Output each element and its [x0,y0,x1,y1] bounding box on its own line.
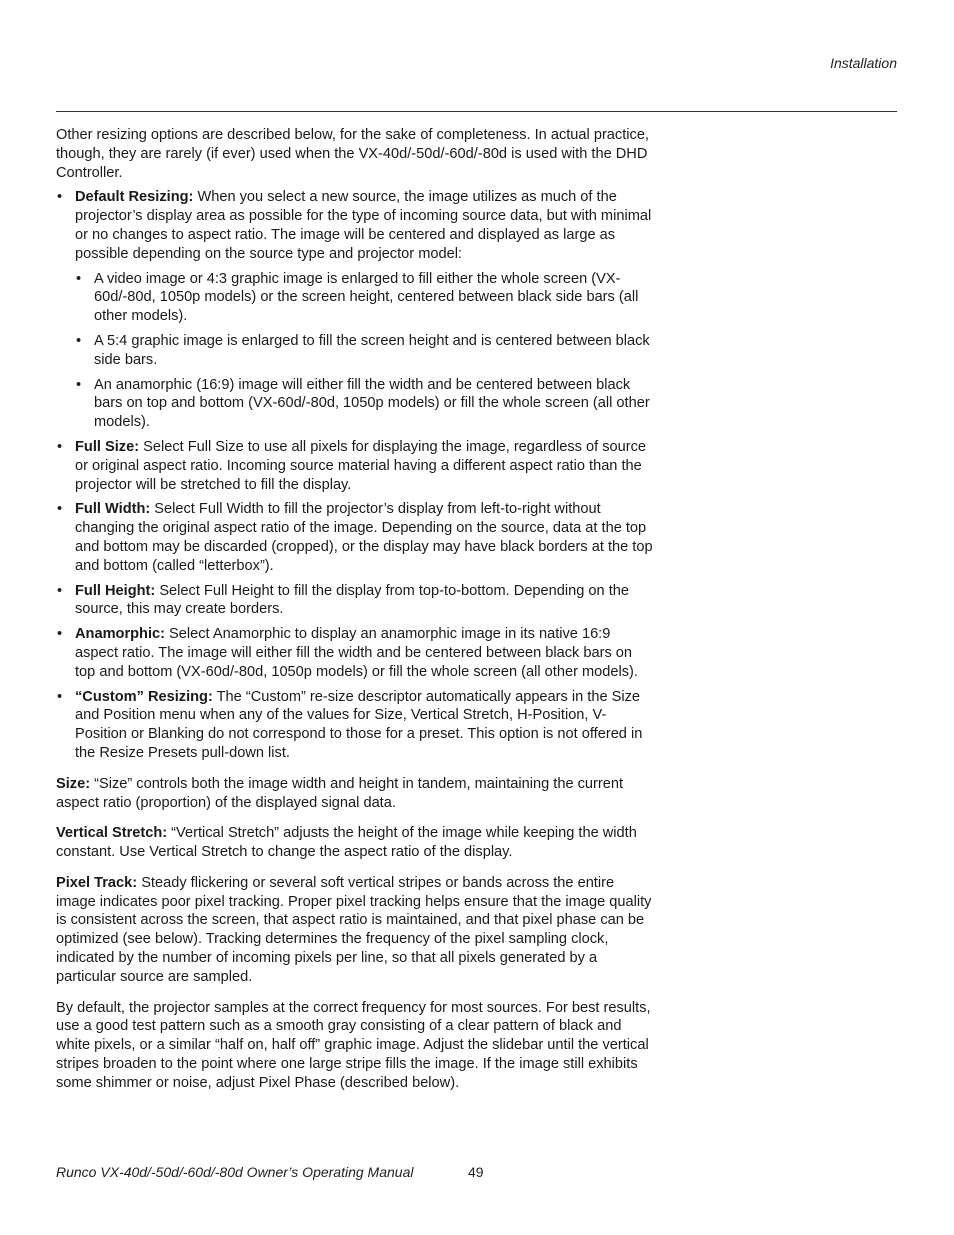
resize-options-list [56,188,656,762]
term-description: Steady flickering or several soft vertical stripes or bands across the entire image indicates poor pixel tracking. Proper pixel tracking helps ensure that the image quality is consistent across the screen, that aspect ratio is maintained, and that pixel phase can be optimized (see below). Tracking determines the frequency of the pixel sampling clock, indicated by the number of incoming pixels per line, so that all pixels generated by a particular source are sampled. [56,874,652,985]
term-label: Default Resizing: [75,189,194,206]
size-paragraph [56,775,656,813]
term-label: Vertical Stretch: [56,825,168,842]
term-description: “Vertical Stretch” adjusts the height of the image while keeping the width constant. Use Vertical Stretch to change the aspect ratio of the display. [56,825,637,861]
list-item-default-resizing [56,188,656,432]
bullet-icon: • [57,501,63,518]
default-resizing-sublist [75,270,656,432]
sub-item-text: An anamorphic (16:9) image will either fill the width and be centered between black bars on top and bottom (VX-60d/-80d, 1050p models) or fill the whole screen (all other models). [94,376,650,431]
pixel-track-paragraph [56,874,656,987]
term-description: “Size” controls both the image width and height in tandem, maintaining the current aspect ratio (proportion) of the displayed signal data. [56,775,624,811]
list-item-anamorphic [56,625,656,681]
list-item-full-height [56,582,656,620]
term-description: Select Anamorphic to display an anamorphic image in its native 16:9 aspect ratio. The image will either fill the width and be centered between black bars on top and bottom (VX-60d/-80d, 1050p models) or fill the whole screen (all other models). [75,626,638,680]
term-description: Select Full Height to fill the display from top-to-bottom. Depending on the source, this may create borders. [75,582,629,618]
list-item-full-size [56,438,656,494]
term-label: Pixel Track: [56,874,138,891]
sub-list-item [75,332,656,370]
term-description: Select Full Size to use all pixels for displaying the image, regardless of source or original aspect ratio. Incoming source material having a different aspect ratio than the projector will be stretched to fill the display. [75,438,647,493]
running-header-section: Installation [830,55,897,71]
bullet-icon: • [57,438,63,455]
term-label: Size: [56,775,91,792]
vertical-stretch-paragraph [56,824,656,862]
intro-paragraph: Other resizing options are described below, for the sake of completeness. In actual practice, though, they are rarely (if ever) used when the VX-40d/-50d/-60d/-80d is used with the DHD Controller. [56,127,649,181]
term-label: Full Size: [75,438,140,455]
list-item-custom-resizing [56,688,656,763]
term-label: “Custom” Resizing: [75,688,213,705]
term-description: Select Full Width to fill the projector’s display from left-to-right without changing the original aspect ratio of the image. Depending on the source, data at the top and bottom may be discarded (cropped), or the display may have black borders at the top and bottom (called “letterbox”). [75,501,653,574]
term-label: Full Height: [75,582,156,599]
page-body [56,126,656,1099]
default-sampling-paragraph: By default, the projector samples at the correct frequency for most sources. For best results, use a good test pattern such as a smooth gray consisting of a clear pattern of black and white pixels, or a similar “half on, half off” graphic image. Adjust the slidebar until the vertical stripes broaden to the point where one large stripe fills the image. If the image still exhibits some shimmer or noise, adjust Pixel Phase (described below). [56,999,651,1091]
footer-page-number: 49 [468,1164,484,1180]
bullet-icon: • [57,189,63,206]
bullet-icon: • [57,582,63,599]
term-label: Anamorphic: [75,626,165,643]
header-divider [56,111,897,112]
bullet-icon: • [76,270,82,287]
bullet-icon: • [57,688,63,705]
sub-item-text: A video image or 4:3 graphic image is enlarged to fill either the whole screen (VX-60d/-80d, 1050p models) or the screen height, centered between black side bars (all other models). [94,270,639,325]
bullet-icon: • [57,626,63,643]
term-label: Full Width: [75,501,151,518]
sub-list-item [75,376,656,432]
sub-item-text: A 5:4 graphic image is enlarged to fill the screen height and is centered between black side bars. [94,332,650,368]
bullet-icon: • [76,332,82,349]
term-description: The “Custom” re-size descriptor automatically appears in the Size and Position menu when any of the values for Size, Vertical Stretch, H-Position, V-Position or Blanking do not correspond to those for a preset. This option is not offered in the Resize Presets pull-down list. [75,688,643,761]
sub-list-item [75,270,656,326]
footer-manual-title: Runco VX-40d/-50d/-60d/-80d Owner’s Operating Manual [56,1164,414,1180]
bullet-icon: • [76,376,82,393]
list-item-full-width [56,500,656,575]
term-description: When you select a new source, the image utilizes as much of the projector’s display area as possible for the type of incoming source data, but with minimal or no changes to aspect ratio. The image will be centered and displayed as large as possible depending on the source type and projector model: [75,189,652,262]
